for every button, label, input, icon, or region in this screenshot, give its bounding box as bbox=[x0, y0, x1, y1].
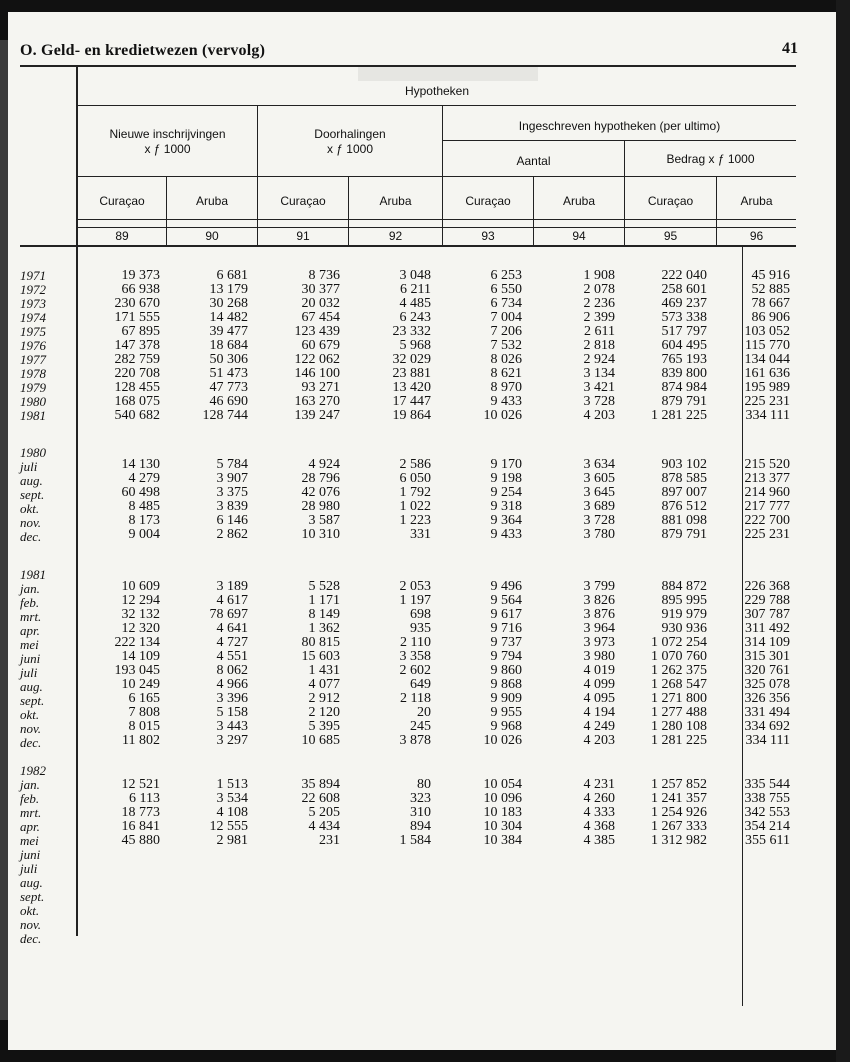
data-column: 4 924 28 796 42 076 28 980 3 587 10 310 bbox=[301, 457, 340, 542]
data-column: 45 916 52 885 78 667 86 906 103 052 115 770 134 044 161 636 195 989 225 231 334 111 bbox=[744, 268, 790, 423]
title-rule bbox=[20, 65, 796, 67]
data-column: 222 040 258 601 469 237 573 338 517 797 604 495 765 193 839 800 874 984 879 791 1 281 225 bbox=[651, 268, 707, 423]
data-column: 8 736 30 377 20 032 67 454 123 439 60 679 122 062 146 100 93 271 163 270 139 247 bbox=[294, 268, 340, 423]
data-column: 215 520 213 377 214 960 217 777 222 700 225 231 bbox=[744, 457, 790, 542]
column-number: 91 bbox=[296, 229, 310, 243]
column-number: 94 bbox=[572, 229, 586, 243]
data-column: 226 368 229 788 307 787 311 492 314 109 315 301 320 761 325 078 326 356 331 494 334 692 334 111 bbox=[744, 579, 790, 748]
data-column: 1 257 852 1 241 357 1 254 926 1 267 333 1 312 982 bbox=[651, 777, 707, 848]
data-column: 10 054 10 096 10 183 10 304 10 384 bbox=[483, 777, 522, 848]
header-new-registrations: Nieuwe inschrijvingen x ƒ 1000 bbox=[109, 127, 226, 156]
column-number: 92 bbox=[388, 229, 403, 243]
column-number: 96 bbox=[749, 229, 764, 243]
header-registered-mortgages: Ingeschreven hypotheken (per ultimo) bbox=[518, 119, 721, 133]
data-column: 3 189 4 617 78 697 4 641 4 727 4 551 8 062 4 966 3 396 5 158 3 443 3 297 bbox=[209, 579, 248, 748]
row-labels-years: 1971 1972 1973 1974 1975 1976 1977 1978 1979 1980 1981 bbox=[20, 268, 46, 423]
header-location: Aruba bbox=[562, 194, 596, 208]
row-labels-1981: 1981 jan. feb. mrt. apr. mei juni juli aug. sept. okt. nov. dec. bbox=[20, 567, 46, 750]
header-location: Aruba bbox=[379, 194, 412, 208]
header-location: Curaçao bbox=[647, 194, 694, 208]
column-number: 93 bbox=[481, 229, 495, 243]
data-column: 5 528 1 171 8 149 1 362 80 815 15 603 1 431 4 077 2 912 2 120 5 395 10 685 bbox=[301, 579, 340, 748]
page-title: O. Geld- en kredietwezen (vervolg) bbox=[20, 42, 266, 59]
data-column: 2 053 1 197 698 935 2 110 3 358 2 602 649 2 118 20 245 3 878 bbox=[399, 579, 431, 748]
rule-under-registered bbox=[442, 140, 796, 141]
column-number: 90 bbox=[205, 229, 219, 243]
data-column: 6 681 13 179 30 268 14 482 39 477 18 684 50 306 51 473 47 773 46 690 128 744 bbox=[202, 268, 248, 423]
body-right-rule bbox=[742, 246, 743, 1006]
data-column: 35 894 22 608 5 205 4 434 231 bbox=[301, 777, 340, 848]
body-left-rule bbox=[76, 246, 78, 936]
rule-under-locations bbox=[76, 219, 796, 220]
header-cancellations: Doorhalingen x ƒ 1000 bbox=[314, 127, 386, 156]
data-column: 10 609 12 294 32 132 12 320 222 134 14 109 193 045 10 249 6 165 7 808 8 015 11 802 bbox=[114, 579, 160, 748]
header-location: Curaçao bbox=[280, 194, 326, 208]
column-number: 95 bbox=[663, 229, 678, 243]
data-column: 903 102 878 585 897 007 876 512 881 098 879 791 bbox=[661, 457, 707, 542]
header-location: Aruba bbox=[740, 194, 773, 208]
rule-under-hypotheken bbox=[76, 105, 796, 106]
data-column: 5 784 3 907 3 375 3 839 6 146 2 862 bbox=[216, 457, 248, 542]
row-labels-1982: 1982 jan. feb. mrt. apr. mei juni juli aug. sept. okt. nov. dec. bbox=[20, 763, 46, 946]
data-column: 14 130 4 279 60 498 8 485 8 173 9 004 bbox=[121, 457, 160, 542]
data-column: 1 908 2 078 2 236 2 399 2 611 2 818 2 924 3 134 3 421 3 728 4 203 bbox=[583, 268, 615, 423]
data-column: 2 586 6 050 1 792 1 022 1 223 331 bbox=[399, 457, 431, 542]
page-edge-shadow bbox=[836, 0, 850, 1062]
column-number: 89 bbox=[115, 229, 129, 243]
data-column: 884 872 895 995 919 979 930 936 1 072 254 1 070 760 1 262 375 1 268 547 1 271 800 1 277 488 1 280 108 1 281 225 bbox=[651, 579, 707, 748]
scanned-page bbox=[8, 12, 836, 1050]
data-column: 80 323 310 894 1 584 bbox=[399, 777, 431, 848]
data-column: 9 496 9 564 9 617 9 716 9 737 9 794 9 860 9 868 9 909 9 955 9 968 10 026 bbox=[483, 579, 522, 748]
header-location: Aruba bbox=[195, 194, 229, 208]
binding-shadow bbox=[0, 40, 8, 1020]
bleed-through-shading bbox=[358, 67, 538, 81]
header-amount: Bedrag x ƒ 1000 bbox=[666, 152, 755, 166]
data-column: 12 521 6 113 18 773 16 841 45 880 bbox=[121, 777, 160, 848]
page-number: 41 bbox=[782, 40, 798, 57]
data-column: 4 231 4 260 4 333 4 368 4 385 bbox=[583, 777, 615, 848]
header-location: Curaçao bbox=[465, 194, 511, 208]
data-column: 9 170 9 198 9 254 9 318 9 364 9 433 bbox=[490, 457, 522, 542]
rule-above-numbers bbox=[76, 227, 796, 228]
header-count: Aantal bbox=[516, 154, 551, 168]
header-location: Curaçao bbox=[99, 194, 145, 208]
data-column: 3 634 3 605 3 645 3 689 3 728 3 780 bbox=[583, 457, 615, 542]
row-labels-1980: 1980 juli aug. sept. okt. nov. dec. bbox=[20, 445, 46, 544]
data-column: 1 513 3 534 4 108 12 555 2 981 bbox=[209, 777, 248, 848]
data-column: 3 799 3 826 3 876 3 964 3 973 3 980 4 019 4 099 4 095 4 194 4 249 4 203 bbox=[583, 579, 615, 748]
rule-under-group-headers bbox=[76, 176, 796, 177]
data-column: 6 253 6 550 6 734 7 004 7 206 7 532 8 026 8 621 8 970 9 433 10 026 bbox=[483, 268, 522, 423]
data-column: 335 544 338 755 342 553 354 214 355 611 bbox=[744, 777, 790, 848]
data-column: 3 048 6 211 4 485 6 243 23 332 5 968 32 029 23 881 13 420 17 447 19 864 bbox=[392, 268, 431, 423]
header-bottom-rule bbox=[20, 245, 796, 247]
header-hypotheken: Hypotheken bbox=[404, 84, 470, 98]
data-column: 19 373 66 938 230 670 171 555 67 895 147 378 282 759 220 708 128 455 168 075 540 682 bbox=[114, 268, 160, 423]
